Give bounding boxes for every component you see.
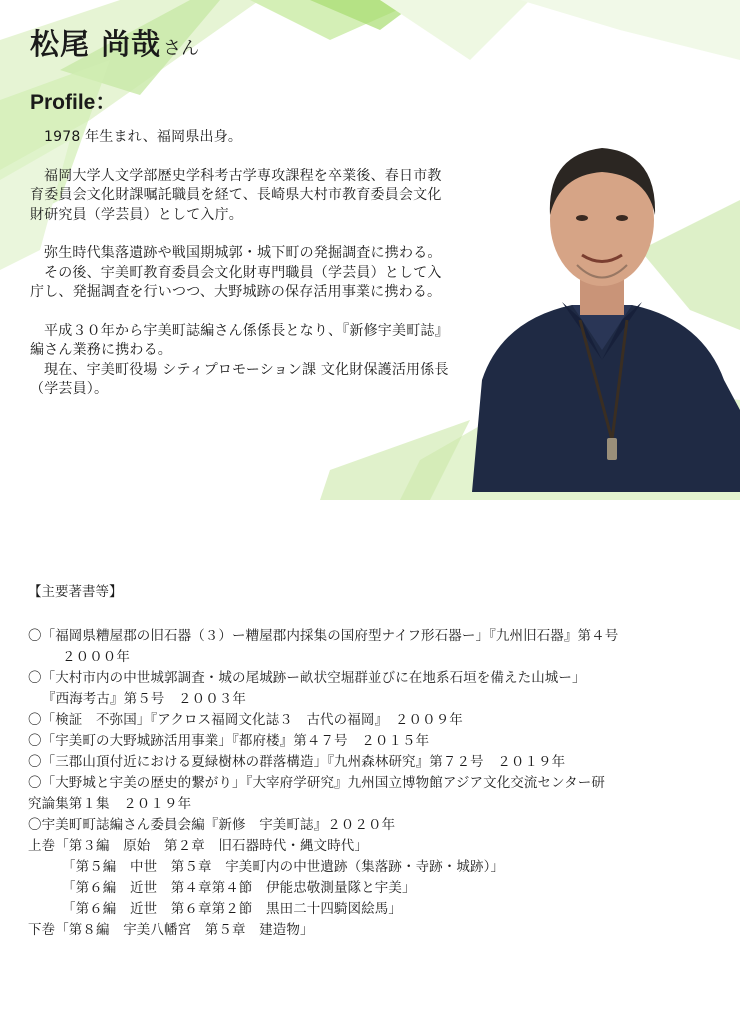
works-item: 下巻「第８編 宇美八幡宮 第５章 建造物」 [28,922,314,938]
works-item: 〇「大村市内の中世城郭調査・城の尾城跡ー畝状空堀群並びに在地系石垣を備えた山城ー」 [28,670,586,686]
bio-paragraph: 平成３０年から宇美町誌編さん係係長となり、『新修宇美町誌』編さん業務に携わる。 [30,322,449,358]
works-item: 究論集第１集 ２０１９年 [28,796,192,812]
honorific: さん [163,38,200,59]
works-item: 上巻「第３編 原始 第２章 旧石器時代・縄文時代」 [28,838,368,854]
works-item: 〇「宇美町の大野城跡活用事業」『都府楼』第４７号 ２０１５年 [28,733,430,749]
profile-heading: Profile： [30,91,117,114]
works-item: ２０００年 [62,649,130,665]
bio-paragraph: 弥生時代集落遺跡や戦国期城郭・城下町の発掘調査に携わる。 [44,245,442,261]
works-item: 『西海考古』第５号 ２００３年 [42,691,246,707]
works-item: 「第６編 近世 第６章第２節 黒田二十四騎図絵馬」 [62,901,402,917]
works-item: 〇「福岡県糟屋郡の旧石器（３）ー糟屋郡内採集の国府型ナイフ形石器ー」『九州旧石器』第４号 [28,628,619,644]
portrait-photo [462,120,740,492]
person-name: 松尾 尚哉 [30,27,162,61]
works-list [28,626,728,941]
bio-paragraph: 1978 年生まれ、福岡県出身。 [44,129,243,145]
works-item: 「第６編 近世 第４章第４節 伊能忠敬測量隊と宇美」 [62,880,416,896]
works-item: 「第５編 中世 第５章 宇美町内の中世遺跡（集落跡・寺跡・城跡）」 [62,859,505,875]
page-title [30,22,199,63]
works-item: 〇宇美町町誌編さん委員会編『新修 宇美町誌』２０２０年 [28,817,396,833]
bio-section [30,128,455,419]
bio-paragraph: その後、宇美町教育委員会文化財専門職員（学芸員）として入庁し、発掘調査を行いつつ、大野城跡の保存活用事業に携わる。 [30,264,442,300]
bio-paragraph: 現在、宇美町役場 シティプロモーション課 文化財保護活用係長（学芸員）。 [30,361,449,397]
works-heading: 【主要著書等】 [28,584,123,600]
works-item: 〇「三郡山頂付近における夏緑樹林の群落構造」『九州森林研究』第７２号 ２０１９年 [28,754,566,770]
works-item: 〇「検証 不弥国」『アクロス福岡文化誌３ 古代の福岡』 ２００９年 [28,712,463,728]
works-item: 〇「大野城と宇美の歴史的繋がり」『大宰府学研究』九州国立博物館アジア文化交流センター研 [28,775,605,791]
bio-paragraph: 福岡大学人文学部歴史学科考古学専攻課程を卒業後、春日市教育委員会文化財課嘱託職員を経て、長崎県大村市教育委員会文化財研究員（学芸員）として入庁。 [30,167,442,223]
